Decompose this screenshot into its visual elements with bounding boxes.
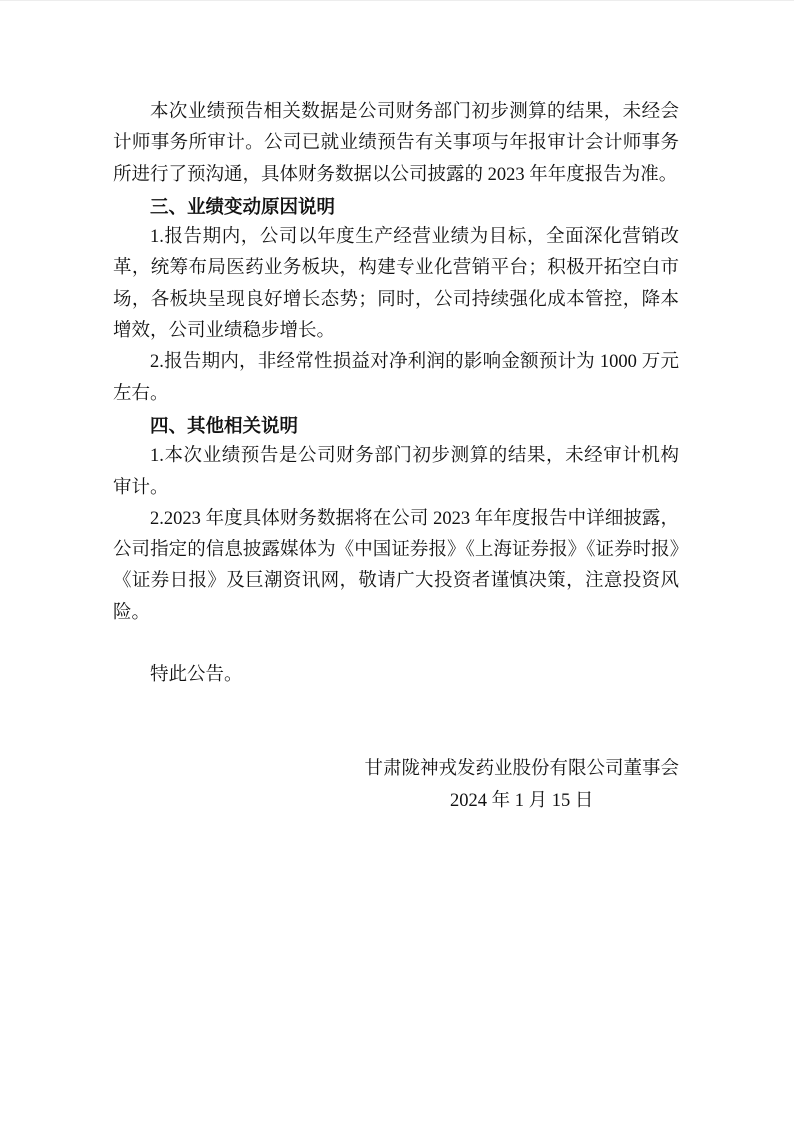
- paragraph-audit-note: 本次业绩预告相关数据是公司财务部门初步测算的结果，未经会计师事务所审计。公司已就业绩预告有关事项与年报审计会计师事务所进行了预沟通，具体财务数据以公司披露的 2023 年年度报告为准。: [113, 102, 679, 185]
- signature-company: 甘肃陇神戎发药业股份有限公司董事会: [364, 759, 679, 780]
- signature-block: [113, 754, 679, 817]
- section-heading-other-notes: 四、其他相关说明: [150, 414, 299, 436]
- signature-date: 2024 年 1 月 15 日: [450, 790, 594, 811]
- document-content: [113, 97, 679, 817]
- section-heading-performance-change-reasons: 三、业绩变动原因说明: [150, 195, 336, 217]
- paragraph-reason-2: 2.报告期内，非经常性损益对净利润的影响金额预计为 1000 万元左右。: [113, 352, 679, 404]
- paragraph-other-note-2: 2.2023 年度具体财务数据将在公司 2023 年年度报告中详细披露，公司指定的信息披露媒体为《中国证券报》《上海证券报》《证券时报》《证券日报》及巨潮资讯网，敬请广大投资者谨慎决策，注意投资风险。: [113, 508, 679, 623]
- paragraph-other-note-1: 1.本次业绩预告是公司财务部门初步测算的结果，未经审计机构审计。: [113, 446, 679, 498]
- paragraph-reason-1: 1.报告期内，公司以年度生产经营业绩为目标，全面深化营销改革，统筹布局医药业务板块，构建专业化营销平台；积极开拓空白市场，各板块呈现良好增长态势；同时，公司持续强化成本管控，降本增效，公司业绩稳步增长。: [113, 227, 679, 342]
- closing-statement: 特此公告。: [150, 665, 243, 686]
